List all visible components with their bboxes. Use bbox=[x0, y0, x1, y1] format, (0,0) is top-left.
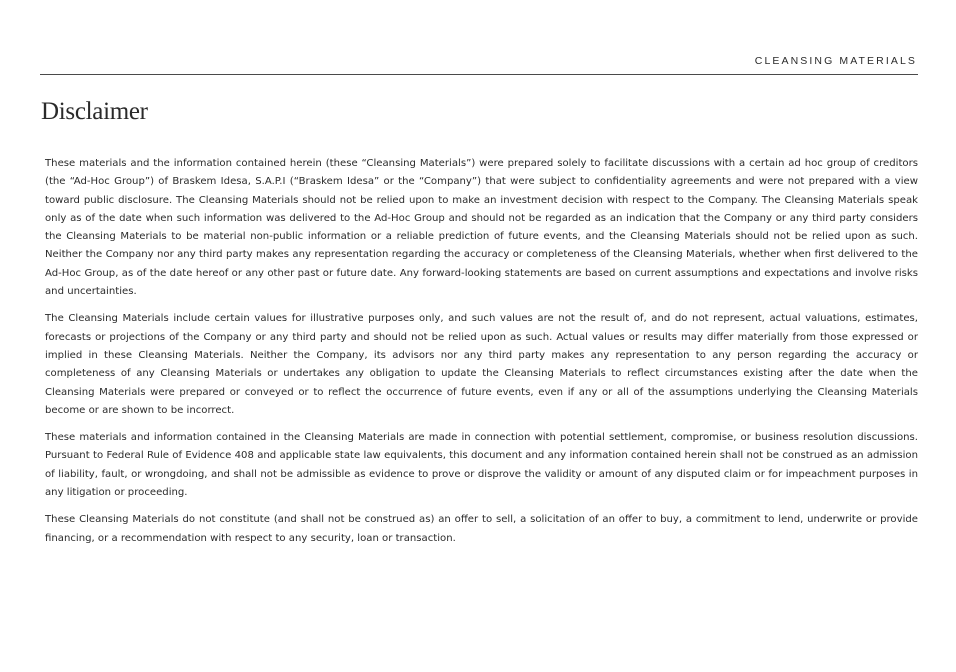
disclaimer-paragraph-2: The Cleansing Materials include certain values for illustrative purposes only, and such values are not the result of, and do not represent, actual valuations, estimates, forecasts or projections of the Company or any third party and should not be relied upon as such. Actual values or results may differ materially from those expressed or implied in these Cleansing Materials. Neither the Company, its advisors nor any third party makes any representation to any person regarding the accuracy or completeness of any Cleansing Materials or undertakes any obligation to update the Cleansing Materials to reflect circumstances existing after the date when the Cleansing Materials were prepared or conveyed or to reflect the occurrence of future events, even if any or all of the assumptions underlying the Cleansing Materials become or are shown to be incorrect. bbox=[45, 313, 918, 416]
page-title: Disclaimer bbox=[41, 98, 148, 125]
disclaimer-paragraph-4: These Cleansing Materials do not constitute (and shall not be construed as) an offer to sell, a solicitation of an offer to buy, a commitment to lend, underwrite or provide financing, or a recommendation with respect to any security, loan or transaction. bbox=[45, 514, 918, 544]
section-label: CLEANSING MATERIALS bbox=[754, 55, 917, 67]
disclaimer-paragraph-3: These materials and information contained in the Cleansing Materials are made in connection with potential settlement, compromise, or business resolution discussions. Pursuant to Federal Rule of Evidence 408 and applicable state law equivalents, this document and any information contained herein shall not be construed as an admission of liability, fault, or wrongdoing, and shall not be admissible as evidence to prove or disprove the validity or amount of any disputed claim or for impeachment purposes in any litigation or proceeding. bbox=[45, 432, 918, 499]
disclaimer-paragraph-1: These materials and the information contained herein (these “Cleansing Materials”) were prepared solely to facilitate discussions with a certain ad hoc group of creditors (the “Ad-Hoc Group”) of Braskem Idesa, S.A.P.I (“Braskem Idesa” or the “Company”) that were subject to confidentiality agreements and were not prepared with a view toward public disclosure. The Cleansing Materials should not be relied upon to make an investment decision with respect to the Company. The Cleansing Materials speak only as of the date when such information was delivered to the Ad-Hoc Group and should not be regarded as an indication that the Company or any third party considers the Cleansing Materials to be material non-public information or a reliable prediction of future events, and the Cleansing Materials should not be relied upon as such. Neither the Company nor any third party makes any representation regarding the accuracy or completeness of the Cleansing Materials, whether when first delivered to the Ad-Hoc Group, as of the date hereof or any other past or future date. Any forward-looking statements are based on current assumptions and expectations and involve risks and uncertainties. bbox=[45, 158, 918, 298]
header-divider bbox=[40, 74, 918, 75]
disclaimer-body bbox=[45, 155, 918, 557]
